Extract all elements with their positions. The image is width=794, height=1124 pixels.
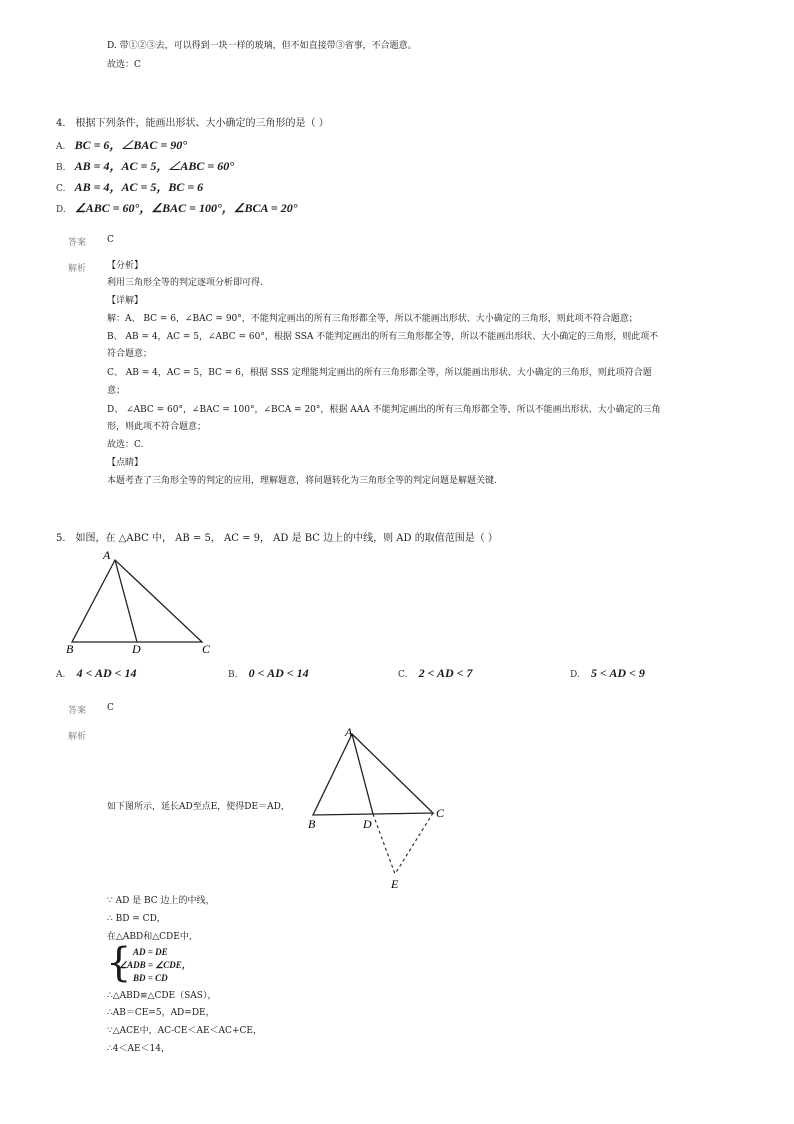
option-label: D. xyxy=(570,670,580,680)
q5-triangle-figure xyxy=(60,545,220,660)
vertex-label-b: B xyxy=(66,642,74,656)
q4-analysis-line: 本题考查了三角形全等的判定的应用，理解题意，将问题转化为三角形全等的判定问题是解题关键. xyxy=(107,476,497,486)
system-line: AD = DE xyxy=(133,947,168,957)
q5-option-d xyxy=(570,666,645,681)
q5-answer: C xyxy=(107,703,114,713)
q5-step: ∴4＜AE＜14， xyxy=(107,1044,170,1054)
q5-step: ∵ AD 是 BC 边上的中线， xyxy=(107,896,215,906)
q5-option-a xyxy=(56,666,136,681)
option-label: B. xyxy=(56,163,66,173)
q4-option-b xyxy=(56,157,234,174)
q4-analysis-line: 解：A、 BC = 6，∠BAC = 90°，不能判定画出的所有三角形都全等，所以不能画出形状、大小确定的三角形，则此项不符合题意； xyxy=(107,314,638,324)
q4-option-c xyxy=(56,178,203,195)
option-label: A. xyxy=(56,670,66,680)
option-text: AB = 4，AC = 5，∠ABC = 60° xyxy=(74,159,235,173)
q5-stem: 5． 如图，在 △ABC 中， AB = 5， AC = 9， AD 是 BC 边上的中线，则 AD 的取值范围是（ ） xyxy=(56,533,498,544)
vertex-label-c: C xyxy=(202,642,211,656)
triangle-abc xyxy=(313,734,433,815)
q4-analysis-line: 符合题意； xyxy=(107,349,153,359)
q5-analysis-label: 解析 xyxy=(68,732,87,742)
q5-option-b xyxy=(228,666,309,681)
q5-step: 在△ABD和△CDE中， xyxy=(107,932,198,942)
q5-extended-figure xyxy=(300,722,460,892)
option-text: BC = 6，∠BAC = 90° xyxy=(74,138,188,152)
option-text: 0 < AD < 14 xyxy=(248,666,309,680)
system-brace: { xyxy=(106,940,132,986)
q4-answer: C xyxy=(107,235,114,245)
vertex-label-a: A xyxy=(345,725,353,739)
option-text: AB = 4，AC = 5，BC = 6 xyxy=(74,180,204,194)
q5-option-c xyxy=(398,666,473,681)
q5-step: ∴△ABD≌△CDE（SAS）， xyxy=(107,991,217,1001)
triangle-abc xyxy=(72,560,202,642)
q4-analysis-line: 故选：C. xyxy=(107,440,144,450)
q4-analysis-line: 利用三角形全等的判定逐项分析即可得. xyxy=(107,278,263,288)
median-ad xyxy=(352,734,373,814)
system-line: ∠ADB = ∠CDE， xyxy=(119,960,191,970)
q4-analysis-line: 形，则此项不符合题意； xyxy=(107,422,207,432)
vertex-label-b: B xyxy=(308,817,316,831)
q5-step: ∵△ACE中，AC-CE＜AE＜AC+CE， xyxy=(107,1026,262,1036)
segment-ce xyxy=(395,813,433,874)
option-label: D. xyxy=(56,205,66,215)
q4-analysis-line: 意； xyxy=(107,386,126,396)
q4-option-d xyxy=(56,199,298,216)
vertex-label-d: D xyxy=(363,817,372,831)
q5-step: ∴ BD = CD， xyxy=(107,914,166,924)
q4-answer-label: 答案 xyxy=(68,238,87,248)
q4-analysis-line: 【详解】 xyxy=(107,296,144,306)
option-label: C. xyxy=(398,670,408,680)
q4-analysis-line: C、 AB = 4，AC = 5，BC = 6，根据 SSS 定理能判定画出的所有三角形都全等，所以能画出形状、大小确定的三角形，则此项符合题 xyxy=(107,368,652,378)
q4-analysis-line: D、 ∠ABC = 60°，∠BAC = 100°，∠BCA = 20°，根据 AAA 不能判定画出的所有三角形都全等，所以不能画出形状、大小确定的三角 xyxy=(107,405,661,415)
prev-choose: 故选：C xyxy=(107,60,141,70)
q4-analysis-line: 【点睛】 xyxy=(107,458,144,468)
q4-stem: 4． 根据下列条件，能画出形状、大小确定的三角形的是（ ） xyxy=(56,118,329,129)
q4-analysis-label: 解析 xyxy=(68,264,87,274)
prev-option-d: D. 带①②③去，可以得到一块一样的玻璃，但不如直接带③省事，不合题意。 xyxy=(107,41,417,51)
q4-option-a xyxy=(56,136,187,153)
option-label: A. xyxy=(56,142,66,152)
vertex-label-c: C xyxy=(436,806,445,820)
vertex-label-d: D xyxy=(132,642,141,656)
option-text: 2 < AD < 7 xyxy=(418,666,473,680)
vertex-label-a: A xyxy=(103,548,111,562)
vertex-label-e: E xyxy=(391,877,399,891)
option-text: 4 < AD < 14 xyxy=(76,666,137,680)
q5-answer-label: 答案 xyxy=(68,706,87,716)
system-line: BD = CD xyxy=(133,973,168,983)
q4-analysis-line: B、 AB = 4，AC = 5，∠ABC = 60°，根据 SSA 不能判定画出的所有三角形都全等，所以不能画出形状、大小确定的三角形，则此项不 xyxy=(107,332,659,342)
q4-analysis-line: 【分析】 xyxy=(107,261,144,271)
option-text: ∠ABC = 60°，∠BAC = 100°，∠BCA = 20° xyxy=(74,201,298,215)
option-label: B. xyxy=(228,670,238,680)
segment-de xyxy=(373,814,395,874)
option-label: C. xyxy=(56,184,66,194)
option-text: 5 < AD < 9 xyxy=(590,666,645,680)
q5-step: ∴AB＝CE=5，AD=DE， xyxy=(107,1008,215,1018)
median-ad xyxy=(115,560,137,642)
q5-analysis-intro: 如下图所示，延长AD至点E，使得DE＝AD， xyxy=(107,802,290,812)
